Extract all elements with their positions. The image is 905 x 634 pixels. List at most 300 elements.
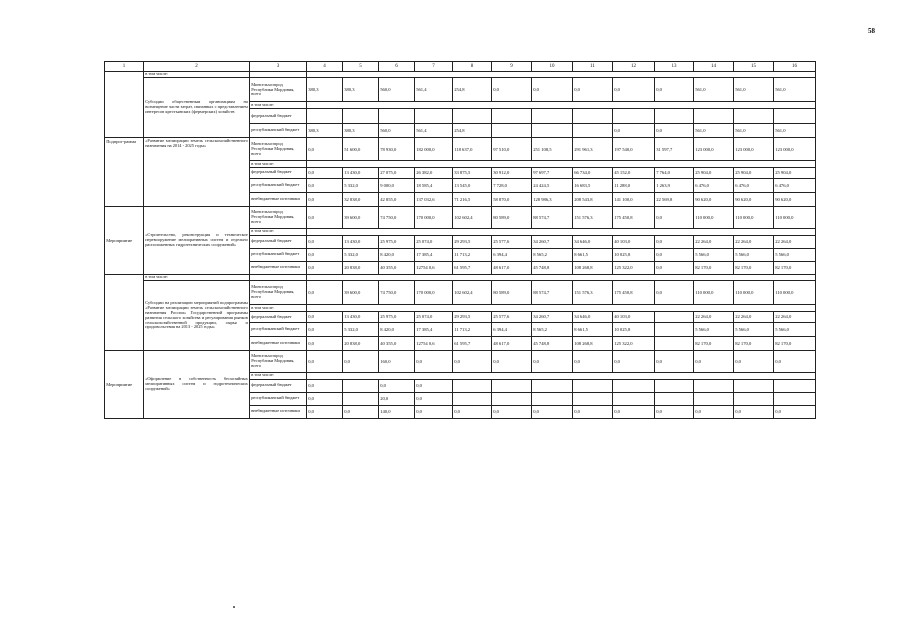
value-cell: 0,0: [655, 351, 694, 373]
value-cell: [379, 109, 415, 124]
value-cell: 82 170,0: [694, 261, 734, 274]
value-cell: [532, 109, 573, 124]
in-particular-label: в том числе:: [144, 71, 250, 78]
value-cell: 22 264,0: [734, 312, 774, 323]
header-cell: 5: [343, 62, 379, 72]
value-cell: 25 975,0: [379, 235, 415, 248]
value-cell: 0,0: [307, 235, 343, 248]
value-cell: [492, 379, 532, 392]
value-cell: 22 264,0: [734, 235, 774, 248]
value-cell: 110 000,0: [774, 281, 816, 305]
type-cell: [105, 71, 144, 137]
value-cell: 12754 0,6: [415, 337, 453, 351]
value-cell: 561,4: [415, 78, 453, 102]
value-cell: 254,8: [453, 78, 492, 102]
value-cell: 8 661,5: [573, 323, 613, 337]
value-cell: 7 764,0: [655, 167, 694, 178]
value-cell: 97 697,7: [532, 167, 573, 178]
value-cell: 22 264,0: [774, 312, 816, 323]
value-cell: [774, 379, 816, 392]
value-cell: 34 646,0: [573, 312, 613, 323]
value-cell: 118 637,0: [453, 138, 492, 161]
value-cell: 170 000,0: [415, 206, 453, 228]
value-cell: 0,0: [655, 405, 694, 418]
value-cell: 25 975,0: [379, 312, 415, 323]
value-cell: 561,0: [774, 124, 816, 138]
value-cell: 90 620,0: [694, 192, 734, 206]
value-cell: 40 103,0: [613, 235, 655, 248]
header-row: [105, 62, 816, 72]
value-cell: 29 293,5: [453, 235, 492, 248]
value-cell: 0,0: [613, 351, 655, 373]
value-cell: 97 510,0: [492, 138, 532, 161]
value-cell: 40 355,0: [379, 337, 415, 351]
value-cell: 0,0: [307, 337, 343, 351]
value-cell: 102 602,4: [453, 206, 492, 228]
value-cell: [655, 312, 694, 323]
value-cell: [453, 379, 492, 392]
value-cell: 108 268,8: [573, 261, 613, 274]
value-cell: 160,0: [379, 351, 415, 373]
value-cell: 0,0: [492, 78, 532, 102]
activity-2-description: «Оформление в собственность бесхозяйных мелиоративных систем и гидротехнических сооружений»: [144, 351, 250, 419]
value-cell: 6 394,4: [492, 248, 532, 261]
header-cell: 14: [694, 62, 734, 72]
header-cell: 3: [250, 62, 307, 72]
value-cell: [532, 124, 573, 138]
value-cell: 39 600,0: [343, 206, 379, 228]
value-cell: 45 748,8: [532, 261, 573, 274]
value-cell: 34 260,7: [532, 312, 573, 323]
source-cell: в том числе:: [250, 373, 307, 380]
value-cell: [613, 392, 655, 405]
value-cell: 42 855,0: [379, 192, 415, 206]
value-cell: 5 566,0: [734, 323, 774, 337]
source-cell: Минсельхозпрод Республики Мордовия, всего: [250, 351, 307, 373]
value-cell: 48 617,0: [492, 261, 532, 274]
subsidy-2-description: Субсидии на реализацию мероприятий подпрограммы «Развитие мелиорации земель сельскохозяйственного назначения России» Государственной программы развития сельского хозяйства и регулирования рынков сельскохозяйственной продукции, сырья и продовольствия на 2013 - 2025 годы»: [144, 281, 250, 351]
value-cell: 561,0: [694, 78, 734, 102]
value-cell: 140,0: [379, 405, 415, 418]
value-cell: 0,0: [415, 351, 453, 373]
activity-2-type: Мероприятие: [105, 351, 144, 419]
source-cell: в том числе:: [250, 305, 307, 312]
value-cell: 51 600,0: [343, 138, 379, 161]
value-cell: [573, 124, 613, 138]
value-cell: [734, 109, 774, 124]
source-cell: республиканский бюджет: [250, 248, 307, 261]
value-cell: 170 000,0: [415, 281, 453, 305]
table-row: [105, 351, 816, 373]
value-cell: 25 904,0: [774, 167, 816, 178]
value-cell: 1 263,9: [655, 178, 694, 192]
value-cell: 0,0: [613, 78, 655, 102]
header-cell: 10: [532, 62, 573, 72]
value-cell: 110 000,0: [694, 281, 734, 305]
value-cell: 0,0: [613, 405, 655, 418]
value-cell: 0,0: [655, 281, 694, 305]
value-cell: 32 838,0: [343, 192, 379, 206]
value-cell: 10 025,8: [613, 323, 655, 337]
source-cell: Минсельхозпрод Республики Мордовия, всего: [250, 78, 307, 102]
value-cell: 74 750,0: [379, 206, 415, 228]
header-cell: 2: [144, 62, 250, 72]
value-cell: 0,0: [307, 178, 343, 192]
value-cell: 8 661,5: [573, 248, 613, 261]
value-cell: 20 838,0: [343, 261, 379, 274]
value-cell: 48 617,0: [492, 337, 532, 351]
value-cell: 27 075,0: [379, 167, 415, 178]
value-cell: 0,0: [573, 405, 613, 418]
value-cell: 12754 0,6: [415, 261, 453, 274]
value-cell: 110 000,0: [694, 206, 734, 228]
value-cell: 82 170,0: [734, 261, 774, 274]
value-cell: [655, 109, 694, 124]
value-cell: 8 565,2: [532, 248, 573, 261]
source-cell: в том числе:: [250, 161, 307, 168]
value-cell: [343, 109, 379, 124]
header-cell: 13: [655, 62, 694, 72]
value-cell: 0,0: [307, 351, 343, 373]
value-cell: 6 476,0: [734, 178, 774, 192]
value-cell: 0,0: [307, 138, 343, 161]
value-cell: 123 000,0: [774, 138, 816, 161]
source-cell: Минсельхозпрод Республики Мордовия, всего: [250, 206, 307, 228]
subprogram-type: Подпрог-рамма: [105, 138, 144, 207]
source-cell: республиканский бюджет: [250, 392, 307, 405]
value-cell: 82 170,0: [774, 337, 816, 351]
value-cell: 25 074,0: [415, 235, 453, 248]
value-cell: 0,0: [694, 405, 734, 418]
value-cell: 151 576,3: [573, 206, 613, 228]
value-cell: 45 748,8: [532, 337, 573, 351]
value-cell: 90 620,0: [734, 192, 774, 206]
header-cell: 4: [307, 62, 343, 72]
table-row: [105, 138, 816, 161]
value-cell: 0,0: [307, 405, 343, 418]
value-cell: 11 713,2: [453, 248, 492, 261]
source-cell: внебюджетные источники: [250, 261, 307, 274]
value-cell: 0,0: [655, 235, 694, 248]
value-cell: 251 108,5: [532, 138, 573, 161]
header-cell: 6: [379, 62, 415, 72]
source-cell: республиканский бюджет: [250, 323, 307, 337]
value-cell: 0,0: [774, 351, 816, 373]
value-cell: 82 170,0: [694, 337, 734, 351]
source-cell: федеральный бюджет: [250, 167, 307, 178]
header-cell: 11: [573, 62, 613, 72]
value-cell: 82 170,0: [734, 337, 774, 351]
value-cell: [343, 392, 379, 405]
value-cell: 20 838,0: [343, 337, 379, 351]
value-cell: 254,8: [453, 124, 492, 138]
value-cell: 58 870,0: [492, 192, 532, 206]
value-cell: 7 728,0: [492, 178, 532, 192]
value-cell: 380,3: [307, 78, 343, 102]
value-cell: 11 288,0: [613, 178, 655, 192]
value-cell: 17 385,4: [415, 323, 453, 337]
value-cell: 22 264,0: [694, 312, 734, 323]
value-cell: 0,0: [694, 351, 734, 373]
header-cell: 9: [492, 62, 532, 72]
value-cell: [492, 109, 532, 124]
value-cell: 80 589,0: [492, 281, 532, 305]
value-cell: 125 322,0: [613, 261, 655, 274]
value-cell: 10 025,8: [613, 248, 655, 261]
value-cell: 6 476,0: [774, 178, 816, 192]
value-cell: [415, 109, 453, 124]
table-row: [105, 274, 816, 281]
header-cell: 16: [774, 62, 816, 72]
value-cell: 25 904,0: [734, 167, 774, 178]
value-cell: [613, 109, 655, 124]
value-cell: 0,0: [532, 405, 573, 418]
source-cell: в том числе:: [250, 228, 307, 235]
value-cell: 0,0: [532, 78, 573, 102]
value-cell: [774, 109, 816, 124]
value-cell: 0,0: [307, 248, 343, 261]
table-row: [105, 71, 816, 78]
value-cell: 380,3: [343, 124, 379, 138]
value-cell: 8 565,2: [532, 323, 573, 337]
value-cell: 125 322,0: [613, 337, 655, 351]
source-cell: в том числе:: [250, 102, 307, 109]
source-cell: республиканский бюджет: [250, 178, 307, 192]
value-cell: [655, 323, 694, 337]
value-cell: [343, 379, 379, 392]
value-cell: 25 074,0: [415, 312, 453, 323]
header-cell: 7: [415, 62, 453, 72]
value-cell: [573, 379, 613, 392]
value-cell: [613, 379, 655, 392]
value-cell: 123 000,0: [694, 138, 734, 161]
value-cell: 66 734,0: [573, 167, 613, 178]
value-cell: 0,0: [343, 351, 379, 373]
value-cell: 291 961,3: [573, 138, 613, 161]
value-cell: 5 566,0: [734, 248, 774, 261]
activity-1-type: Мероприятие: [105, 206, 144, 274]
source-cell: федеральный бюджет: [250, 379, 307, 392]
value-cell: 0,0: [655, 206, 694, 228]
value-cell: 0,0: [532, 351, 573, 373]
value-cell: 18 585,4: [415, 178, 453, 192]
value-cell: [573, 392, 613, 405]
value-cell: 6 476,0: [694, 178, 734, 192]
value-cell: 0,0: [307, 312, 343, 323]
value-cell: 30 912,0: [492, 167, 532, 178]
value-cell: [774, 392, 816, 405]
value-cell: 175 450,8: [613, 281, 655, 305]
value-cell: 0,0: [453, 351, 492, 373]
value-cell: 45 152,0: [613, 167, 655, 178]
value-cell: [734, 392, 774, 405]
value-cell: 0,0: [573, 351, 613, 373]
value-cell: 34 646,0: [573, 235, 613, 248]
value-cell: 82 170,0: [774, 261, 816, 274]
value-cell: 5 566,0: [694, 323, 734, 337]
value-cell: 561,4: [415, 124, 453, 138]
value-cell: 560,0: [379, 78, 415, 102]
table-row: [105, 281, 816, 305]
header-cell: 1: [105, 62, 144, 72]
page-number: 58: [868, 27, 875, 35]
value-cell: 25 577,6: [492, 312, 532, 323]
value-cell: 0,0: [415, 392, 453, 405]
value-cell: 0,0: [415, 405, 453, 418]
value-cell: 141 100,0: [613, 192, 655, 206]
value-cell: 0,0: [307, 206, 343, 228]
value-cell: 123 000,0: [734, 138, 774, 161]
value-cell: 25 577,6: [492, 235, 532, 248]
value-cell: [492, 124, 532, 138]
value-cell: 34 260,7: [532, 235, 573, 248]
value-cell: 0,0: [734, 351, 774, 373]
value-cell: 380,3: [307, 124, 343, 138]
value-cell: 61 595,7: [453, 261, 492, 274]
table-row: [105, 78, 816, 102]
subsidy-1-description: Субсидии общественным организациям на возмещение части затрат, связанных с представлением интересов крестьянских (фермерских) хозяйств: [144, 78, 250, 138]
value-cell: [453, 109, 492, 124]
value-cell: 5 566,0: [774, 248, 816, 261]
value-cell: 175 450,8: [613, 206, 655, 228]
value-cell: 0,0: [573, 78, 613, 102]
budget-table: [104, 61, 816, 419]
source-cell: федеральный бюджет: [250, 109, 307, 124]
scan-speck: [233, 606, 235, 608]
value-cell: 0,0: [655, 124, 694, 138]
value-cell: 0,0: [307, 261, 343, 274]
value-cell: 29 293,5: [453, 312, 492, 323]
value-cell: 0,0: [307, 392, 343, 405]
value-cell: 5 566,0: [774, 323, 816, 337]
value-cell: 8 420,0: [379, 248, 415, 261]
value-cell: [655, 392, 694, 405]
value-cell: 13 430,0: [343, 312, 379, 323]
value-cell: 561,0: [774, 78, 816, 102]
value-cell: 61 595,7: [453, 337, 492, 351]
value-cell: 22 569,8: [655, 192, 694, 206]
source-cell: внебюджетные источники: [250, 337, 307, 351]
value-cell: 137 032,6: [415, 192, 453, 206]
value-cell: 71 216,5: [453, 192, 492, 206]
value-cell: 13 545,0: [453, 178, 492, 192]
value-cell: 110 000,0: [774, 206, 816, 228]
value-cell: 40 355,0: [379, 261, 415, 274]
value-cell: 88 574,7: [532, 206, 573, 228]
value-cell: 40 103,0: [613, 312, 655, 323]
source-cell: Минсельхозпрод Республики Мордовия, всего: [250, 138, 307, 161]
value-cell: [307, 109, 343, 124]
value-cell: 0,0: [774, 405, 816, 418]
value-cell: 80 589,0: [492, 206, 532, 228]
value-cell: 13 430,0: [343, 235, 379, 248]
value-cell: 0,0: [655, 261, 694, 274]
activity-1-description: «Строительство, реконструкция и техническое перевооружение мелиоративных систем и отдельно расположенных гидротехнических сооружений»: [144, 206, 250, 274]
value-cell: 0,0: [307, 281, 343, 305]
value-cell: 0,0: [415, 379, 453, 392]
value-cell: 16 683,5: [573, 178, 613, 192]
value-cell: 182 000,0: [415, 138, 453, 161]
value-cell: 151 576,3: [573, 281, 613, 305]
value-cell: 78 930,0: [379, 138, 415, 161]
value-cell: 22 264,0: [694, 235, 734, 248]
value-cell: 108 268,8: [573, 337, 613, 351]
value-cell: 561,0: [734, 124, 774, 138]
value-cell: 6 394,4: [492, 323, 532, 337]
in-particular-label: в том числе:: [144, 274, 250, 281]
value-cell: 17 385,4: [415, 248, 453, 261]
source-cell: внебюджетные источники: [250, 192, 307, 206]
value-cell: 0,0: [307, 323, 343, 337]
value-cell: [492, 392, 532, 405]
header-cell: 12: [613, 62, 655, 72]
value-cell: 22 264,0: [774, 235, 816, 248]
value-cell: 560,0: [379, 124, 415, 138]
value-cell: 0,0: [734, 405, 774, 418]
value-cell: [573, 109, 613, 124]
value-cell: 74 750,0: [379, 281, 415, 305]
value-cell: 0,0: [307, 379, 343, 392]
value-cell: 128 986,3: [532, 192, 573, 206]
value-cell: 110 000,0: [734, 206, 774, 228]
value-cell: 0,0: [655, 78, 694, 102]
source-cell: Минсельхозпрод Республики Мордовия, всего: [250, 281, 307, 305]
value-cell: 39 600,0: [343, 281, 379, 305]
value-cell: 5 332,0: [343, 323, 379, 337]
source-cell: внебюджетные источники: [250, 405, 307, 418]
value-cell: 31 597,7: [655, 138, 694, 161]
header-cell: 15: [734, 62, 774, 72]
value-cell: 5 332,0: [343, 178, 379, 192]
value-cell: 561,0: [734, 78, 774, 102]
value-cell: 0,0: [492, 405, 532, 418]
value-cell: 0,0: [379, 379, 415, 392]
value-cell: 0,0: [655, 248, 694, 261]
value-cell: 5 566,0: [694, 248, 734, 261]
value-cell: 5 332,0: [343, 248, 379, 261]
table-row: [105, 206, 816, 228]
value-cell: 20,0: [379, 392, 415, 405]
value-cell: [694, 392, 734, 405]
value-cell: [655, 337, 694, 351]
source-cell: республиканский бюджет: [250, 124, 307, 138]
source-cell: федеральный бюджет: [250, 235, 307, 248]
value-cell: 380,3: [343, 78, 379, 102]
value-cell: 102 602,4: [453, 281, 492, 305]
type-cell: [105, 274, 144, 350]
value-cell: 24 424,5: [532, 178, 573, 192]
value-cell: 33 875,5: [453, 167, 492, 178]
value-cell: 8 420,0: [379, 323, 415, 337]
value-cell: 25 904,0: [694, 167, 734, 178]
value-cell: 0,0: [307, 192, 343, 206]
value-cell: 0,0: [492, 351, 532, 373]
value-cell: 0,0: [613, 124, 655, 138]
value-cell: 197 540,0: [613, 138, 655, 161]
value-cell: 88 574,7: [532, 281, 573, 305]
value-cell: [453, 392, 492, 405]
value-cell: 90 620,0: [774, 192, 816, 206]
value-cell: 0,0: [453, 405, 492, 418]
value-cell: [694, 109, 734, 124]
value-cell: 9 000,0: [379, 178, 415, 192]
value-cell: 208 543,8: [573, 192, 613, 206]
value-cell: 110 000,0: [734, 281, 774, 305]
value-cell: [734, 379, 774, 392]
subprogram-description: «Развитие мелиорации земель сельскохозяйственного назначения на 2014 - 2025 годы»: [144, 138, 250, 207]
value-cell: [532, 392, 573, 405]
value-cell: 26 382,0: [415, 167, 453, 178]
